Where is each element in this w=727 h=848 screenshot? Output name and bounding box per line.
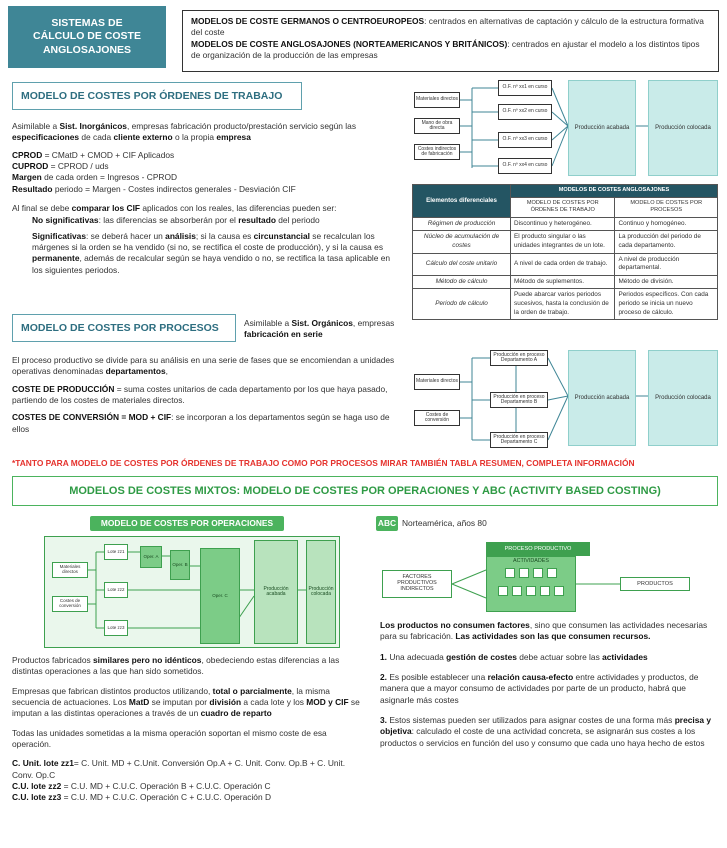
- costes-conversion-box: Costes de conversión: [414, 410, 460, 426]
- activity-square: [547, 568, 557, 578]
- abc-origin: Norteamérica, años 80: [402, 518, 487, 528]
- header-definitions: [182, 10, 719, 72]
- table-header-ordenes: MODELO DE COSTES POR ÓRDENES DE TRABAJO: [511, 197, 615, 217]
- ordenes-title: MODELO DE COSTES POR ÓRDENES DE TRABAJO: [12, 82, 302, 110]
- no-significativas: No significativas: las diferencias se absorberán por el resultado del periodo: [32, 215, 320, 226]
- anglosajones-definition: MODELOS DE COSTE ANGLOSAJONES (NORTEAMERICANOS Y BRITÁNICOS): centrados en ajustar el modelo a los distintos tipos de organización de la producción de las empresas: [191, 38, 700, 61]
- lote-box: Lote zz2: [104, 582, 128, 598]
- costes-conversion-box: Costes de conversión: [52, 596, 88, 612]
- coste-produccion: COSTE DE PRODUCCIÓN = suma costes unitarios de cada departamento por los que haya pasado, partiendo de los costes de materiales directos.: [12, 383, 388, 406]
- produccion-colocada: Producción colocada: [306, 540, 336, 644]
- of-box: O.F. nº xx2 en curso: [498, 104, 552, 120]
- abc-point-2: 2. Es posible establecer una relación causa-efecto entre actividades y productos, de manera que a mayor consumo de actividades por parte de un producto, habrá que asignarle más costes: [380, 672, 699, 705]
- departamento-box: Producción en proceso Departamento A: [490, 350, 548, 366]
- ordenes-diagram: [410, 78, 722, 180]
- operacion-b-box: Oper. B: [170, 550, 190, 580]
- germanos-definition: MODELOS DE COSTE GERMANOS O CENTROEUROPEOS: centrados en alternativas de captación y cálculo de la estructura formativa del coste: [191, 16, 704, 38]
- warning-note: *TANTO PARA MODELO DE COSTES POR ÓRDENES DE TRABAJO COMO POR PROCESOS MIRAR TAMBIÉN TABLA RESUMEN, COMPLETA INFORMACIÓN: [12, 458, 635, 468]
- abc-diagram: [380, 540, 720, 614]
- of-box: O.F. nº xx3 en curso: [498, 132, 552, 148]
- table-row: Núcleo de acumulación de costes El producto singular o las unidades integrantes de un lote. La producción del periodo de cada departamento.: [413, 231, 718, 253]
- of-box: O.F. nº xx4 en curso: [498, 158, 552, 174]
- materiales-directos-box: Materiales directos: [414, 92, 460, 108]
- lote-formulas: C. Unit. lote zz1= C. Unit. MD + C.Unit. Conversión Op.A + C. Unit. Conv. Op.B + C. Unit. Conv. Op.C C.U. lote zz2 = C.U. MD + C.U.C. Operación B + C.U.C. Operación C C.U. lote zz3 = C.U. MD + C.U.C. Operación C + C.U.C. Operación D: [12, 758, 346, 803]
- main-title: SISTEMAS DE CÁLCULO DE COSTE ANGLOSAJONES: [8, 6, 166, 68]
- produccion-acabada: Producción acabada: [568, 80, 636, 176]
- operaciones-intro: Productos fabricados similares pero no idénticos, obedeciendo estas diferencias a las distintas operaciones a las que han sido sometidos.: [12, 655, 340, 677]
- abc-point-1: 1. Una adecuada gestión de costes debe actuar sobre las actividades: [380, 651, 648, 662]
- departamento-box: Producción en proceso Departamento C: [490, 432, 548, 448]
- activity-square: [526, 586, 536, 596]
- summary-table: [412, 184, 718, 320]
- table-row: Método de cálculo Método de suplementos. Método de división.: [413, 275, 718, 289]
- abc-point-3: 3. Estos sistemas pueden ser utilizados para asignar costes de una forma más precisa y objetiva: calculado el coste de una actividad concreta, se asignarán sus costes a los productos o servicios en función del uso y consumo que cada uno haya hecho de estos: [380, 715, 712, 748]
- cif-box: Costes indirectos de fabricación: [414, 144, 460, 160]
- procesos-side-note: Asimilable a Sist. Orgánicos, empresas fabricación en serie: [244, 318, 395, 340]
- table-header-models: MODELOS DE COSTES ANGLOSAJONES: [511, 185, 718, 198]
- procesos-text: [12, 355, 397, 439]
- operaciones-empresas: Empresas que fabrican distintos productos utilizando, total o parcialmente, la misma secuencia de actuaciones. Los MatD se imputan por división a cada lote y los MOD y CIF se imputan a las distintas operaciones a través de un cuadro de reparto: [12, 685, 360, 719]
- produccion-colocada: Producción colocada: [648, 80, 718, 176]
- procesos-intro: El proceso productivo se divide para su análisis en una serie de fases que se encomiendan a unidades operativas denominadas departamentos,: [12, 355, 395, 377]
- productos-box: PRODUCTOS: [620, 577, 690, 591]
- produccion-colocada: Producción colocada: [648, 350, 718, 446]
- table-row: Periodo de cálculo Puede abarcar varios periodos sucesivos, hasta la conclusión de la orden de trabajo. Periodos específicos. Con cada periodo se inicia un nuevo proceso de cálculo.: [413, 289, 718, 320]
- produccion-acabada: Producción acabada: [254, 540, 298, 644]
- table-header-procesos: MODELO DE COSTES POR PROCESOS: [615, 197, 718, 217]
- table-row: Régimen de producción Discontinuo y heterogéneo. Continuo y homogéneo.: [413, 217, 718, 231]
- significativas: Significativas: se deberá hacer un análisis; si la causa es circunstancial se recalculan los márgenes si la orden se ha vendido (si no, se rectifica el coste de producción), y si la causa es permanente, además de recalcular según se haya vendido o no, se rectifica la tasa aplicable en los siguientes periodos.: [32, 230, 391, 275]
- materiales-directos-box: Materiales directos: [52, 562, 88, 578]
- table-row: Cálculo del coste unitario A nivel de cada orden de trabajo. A nivel de producción departamental.: [413, 253, 718, 275]
- operaciones-coste-comun: Todas las unidades sometidas a la misma operación soportan el mismo coste de esa operación.: [12, 727, 327, 750]
- activity-square: [512, 586, 522, 596]
- cif-comparison: Al final se debe comparar los CIF aplicados con los reales, las diferencias pueden ser:: [12, 203, 337, 214]
- operacion-c-box: Oper. C: [200, 548, 240, 644]
- departamento-box: Producción en proceso Departamento B: [490, 392, 548, 408]
- abc-badge: ABC: [376, 516, 398, 531]
- mano-obra-box: Mano de obra directa: [414, 118, 460, 134]
- actividades-label: ACTIVIDADES: [513, 558, 549, 564]
- abc-intro: Los productos no consumen factores, sino que consumen las actividades necesarias para su fabricación. Las actividades son las que consumen recursos.: [380, 620, 708, 642]
- activity-square: [505, 568, 515, 578]
- ordenes-intro: Asimilable a Sist. Inorgánicos, empresas fabricación producto/prestación servicio según las especificaciones de cada cliente externo o la propia empresa: [12, 121, 357, 143]
- lote-box: Lote zz3: [104, 620, 128, 636]
- ordenes-formulas: CPROD = CMatD + CMOD + CIF Aplicados CUPROD = CPROD / uds Margen de cada orden = Ingresos - CPROD Resultado periodo = Margen - Costes indirectos generales - Desviación CIF: [12, 149, 296, 194]
- costes-conversion: COSTES DE CONVERSIÓN = MOD + CIF: se incorporan a los departamentos según se haga uso de ellos: [12, 412, 390, 434]
- mixtos-title: MODELOS DE COSTES MIXTOS: MODELO DE COSTES POR OPERACIONES Y ABC (ACTIVITY BASED COSTING): [12, 476, 718, 506]
- produccion-acabada: Producción acabada: [568, 350, 636, 446]
- procesos-title: MODELO DE COSTES POR PROCESOS: [12, 314, 236, 342]
- of-box: O.F. nº xx1 en curso: [498, 80, 552, 96]
- activity-square: [554, 586, 564, 596]
- ordenes-text: [12, 121, 397, 280]
- activity-square: [498, 586, 508, 596]
- operacion-a-box: Oper. A: [140, 546, 162, 568]
- operaciones-text: [12, 655, 364, 804]
- activity-square: [540, 586, 550, 596]
- factores-box: FACTORES PRODUCTIVOS INDIRECTOS: [382, 570, 452, 598]
- operaciones-title: MODELO DE COSTES POR OPERACIONES: [90, 516, 284, 531]
- actividades-box: [486, 556, 576, 612]
- table-header-elements: Elementos diferenciales: [413, 185, 511, 218]
- operaciones-diagram: [44, 536, 340, 648]
- activity-square: [533, 568, 543, 578]
- proceso-productivo-label: PROCESO PRODUCTIVO: [486, 542, 590, 556]
- lote-box: Lote zz1: [104, 544, 128, 560]
- activity-square: [519, 568, 529, 578]
- materiales-directos-box: Materiales directos: [414, 374, 460, 390]
- abc-text: [380, 620, 720, 753]
- procesos-diagram: [410, 346, 722, 450]
